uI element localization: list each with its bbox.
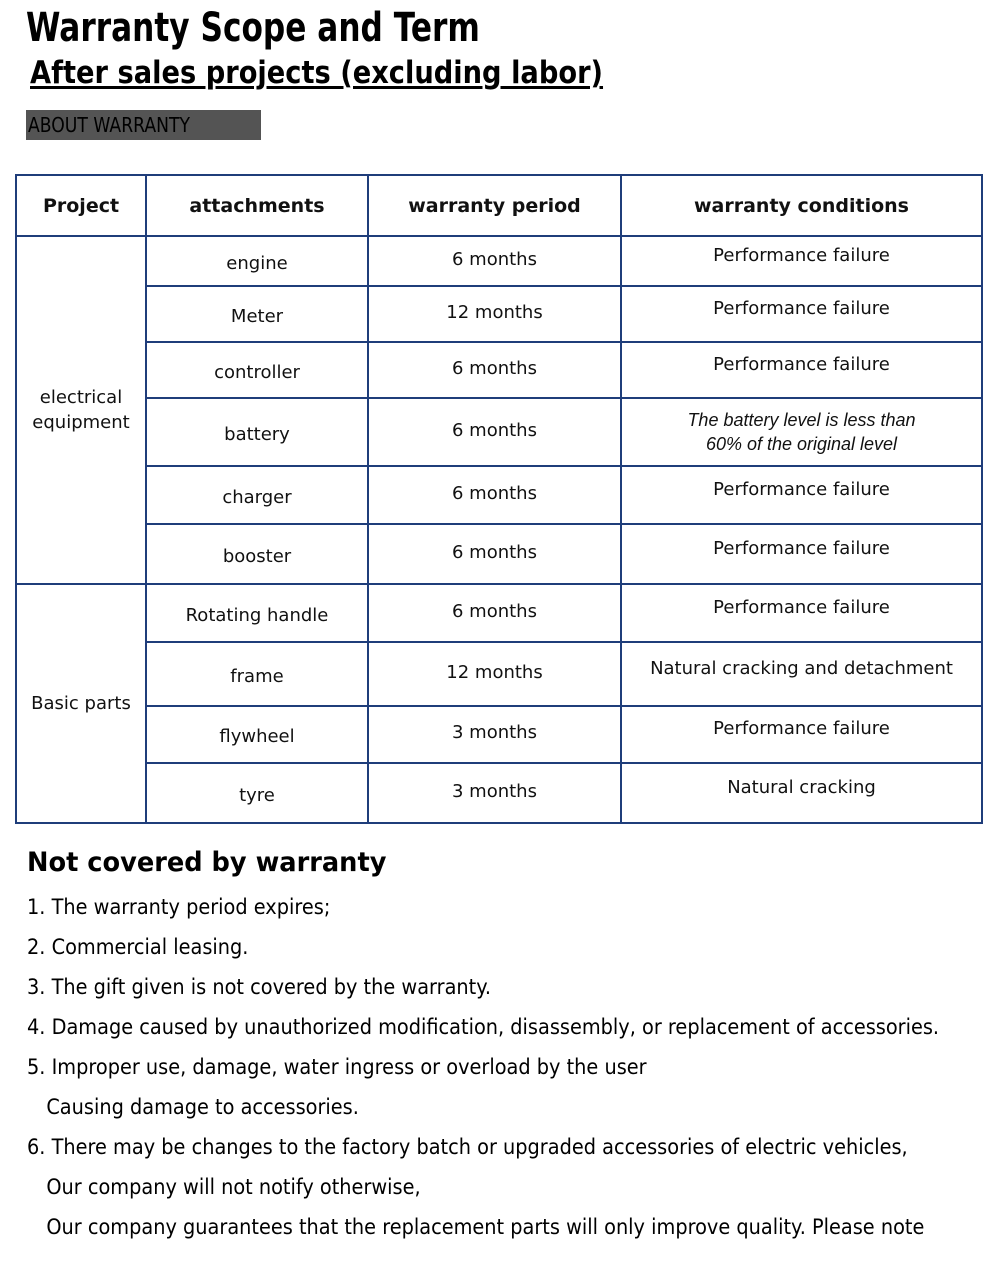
table-row	[16, 584, 982, 642]
condition-line: 60% of the original level	[705, 434, 898, 454]
attachment-cell: battery	[146, 398, 368, 466]
attachment-cell: controller	[146, 342, 368, 398]
period-cell: 6 months	[368, 342, 621, 398]
list-item: 5. Improper use, damage, water ingress or overload by the user	[27, 1055, 647, 1079]
period-cell: 6 months	[368, 466, 621, 524]
attachment-cell: booster	[146, 524, 368, 584]
list-item: 1. The warranty period expires;	[27, 895, 331, 919]
attachment-cell: Rotating handle	[146, 584, 368, 642]
attachment-cell: charger	[146, 466, 368, 524]
list-item: 4. Damage caused by unauthorized modification, disassembly, or replacement of accessories.	[27, 1015, 940, 1039]
condition-cell: Performance failure	[621, 466, 982, 524]
project-group-electrical: electrical equipment	[16, 236, 146, 584]
badge-label: ABOUT WARRANTY	[28, 113, 191, 137]
list-item-continuation: Causing damage to accessories.	[46, 1095, 359, 1119]
period-cell: 6 months	[368, 398, 621, 466]
list-item: 6. There may be changes to the factory batch or upgraded accessories of electric vehicles,	[27, 1135, 908, 1159]
attachment-cell: Meter	[146, 286, 368, 342]
not-covered-heading: Not covered by warranty	[27, 847, 387, 878]
period-cell: 3 months	[368, 706, 621, 763]
column-header-attachments: attachments	[146, 175, 368, 236]
table-header-row	[16, 175, 982, 236]
about-warranty-badge	[26, 110, 261, 140]
period-cell: 6 months	[368, 524, 621, 584]
period-cell: 6 months	[368, 584, 621, 642]
condition-cell: Natural cracking	[621, 763, 982, 823]
table-row	[16, 286, 982, 342]
list-item: 2. Commercial leasing.	[27, 935, 249, 959]
column-header-period: warranty period	[368, 175, 621, 236]
condition-cell: Performance failure	[621, 524, 982, 584]
condition-cell: Performance failure	[621, 342, 982, 398]
list-item-continuation: Our company will not notify otherwise,	[46, 1175, 421, 1199]
period-cell: 3 months	[368, 763, 621, 823]
table-row	[16, 236, 982, 286]
period-cell: 12 months	[368, 642, 621, 706]
attachment-cell: engine	[146, 236, 368, 286]
table-row	[16, 342, 982, 398]
list-item-continuation: Our company guarantees that the replacement parts will only improve quality. Please note	[46, 1215, 925, 1239]
period-cell: 6 months	[368, 236, 621, 286]
page-title: Warranty Scope and Term	[26, 5, 480, 51]
warranty-table	[15, 174, 983, 824]
table-row	[16, 763, 982, 823]
condition-cell: Performance failure	[621, 286, 982, 342]
list-item: 3. The gift given is not covered by the warranty.	[27, 975, 492, 999]
table-row	[16, 398, 982, 466]
column-header-project: Project	[16, 175, 146, 236]
condition-cell: Performance failure	[621, 236, 982, 286]
not-covered-list	[27, 887, 1000, 1247]
condition-cell: Performance failure	[621, 706, 982, 763]
condition-cell: Natural cracking and detachment	[621, 642, 982, 706]
attachment-cell: flywheel	[146, 706, 368, 763]
attachment-cell: frame	[146, 642, 368, 706]
condition-line: The battery level is less than	[687, 410, 916, 430]
period-cell: 12 months	[368, 286, 621, 342]
condition-cell: Performance failure	[621, 584, 982, 642]
column-header-conditions: warranty conditions	[621, 175, 982, 236]
table-row	[16, 706, 982, 763]
condition-cell	[621, 398, 982, 466]
table-row	[16, 642, 982, 706]
project-group-basic-parts: Basic parts	[16, 584, 146, 823]
table-row	[16, 466, 982, 524]
page-subtitle: After sales projects (excluding labor)	[30, 55, 604, 91]
attachment-cell: tyre	[146, 763, 368, 823]
table-row	[16, 524, 982, 584]
